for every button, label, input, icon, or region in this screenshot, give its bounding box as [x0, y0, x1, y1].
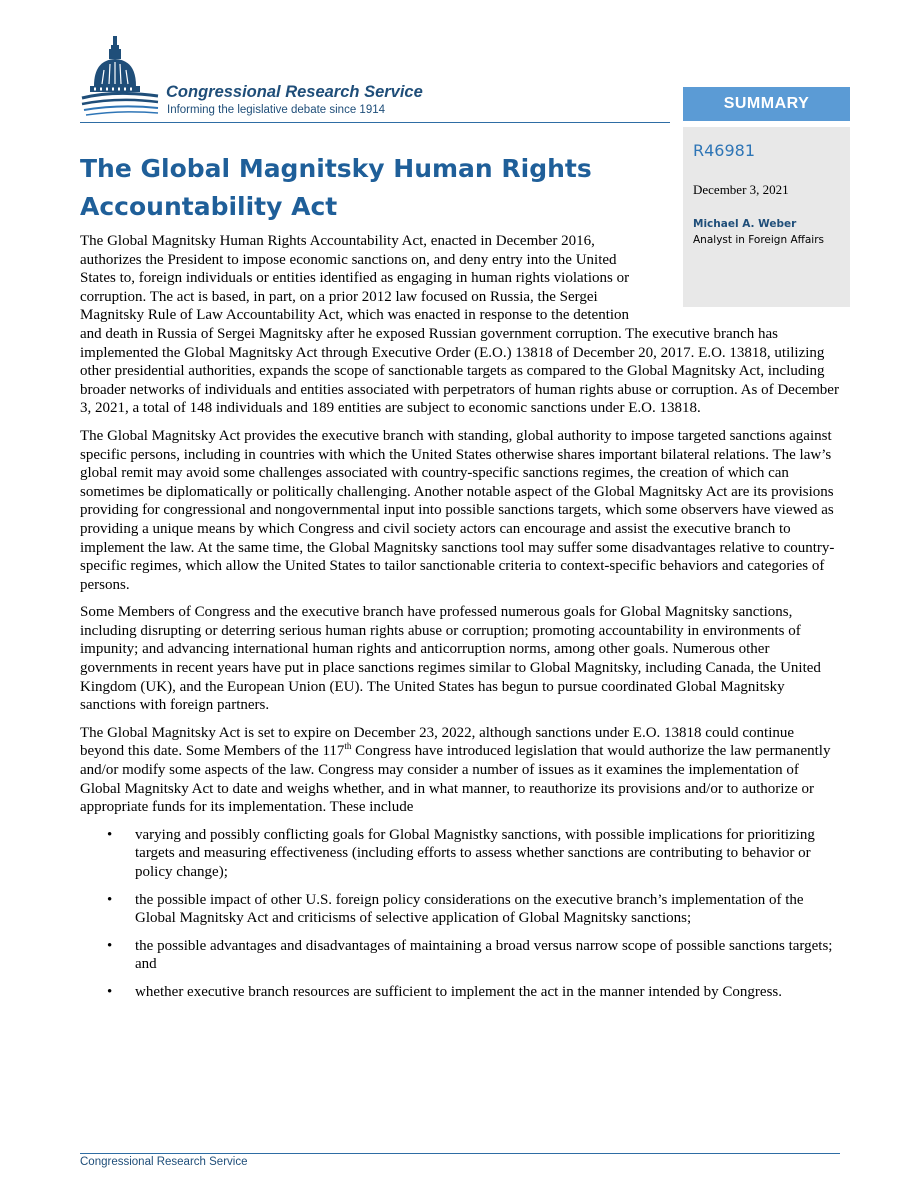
bullet-icon: • [107, 937, 113, 954]
paragraph-text: The Global Magnitsky Act is set to expire on December 23, 2022, although sanctions under E.O. 13818 could continue beyond this date. Some Members of the 117 [80, 724, 795, 760]
list-item-text: the possible impact of other U.S. foreign policy considerations on the executive branch’s implementation of the Global Magnitsky Act and criticisms of selective application of Global Magnitsky sanctions; [135, 891, 804, 927]
crs-logo [80, 34, 670, 124]
bullet-icon: • [107, 891, 113, 908]
list-item [80, 983, 840, 1002]
header-divider [80, 122, 670, 123]
author-name: Michael A. Weber [693, 218, 797, 230]
paragraph-text: Congress have introduced legislation that would authorize the law permanently and/or modify some aspects of the law. Congress may consider a number of issues as it examines the implementation of Global Magnitsky Act to date and weighs whether, and in what manner, to reauthorize its provisions and/or to authorize or appropriate funds for its implementation. These include [80, 743, 831, 816]
capitol-dome-icon [80, 34, 160, 124]
list-item-text: whether executive branch resources are sufficient to implement the act in the manner intended by Congress. [135, 983, 782, 1000]
org-name: Congressional Research Service [166, 83, 423, 101]
list-item [80, 826, 840, 882]
footer-text: Congressional Research Service [80, 1156, 248, 1168]
bullet-icon: • [107, 826, 113, 843]
report-date: December 3, 2021 [693, 182, 789, 197]
summary-label: SUMMARY [683, 87, 850, 121]
sidebar-wrap-spacer [645, 232, 840, 308]
paragraph: Some Members of Congress and the executive branch have professed numerous goals for Global Magnitsky sanctions, including disrupting or deterring serious human rights abuse or corruption; promoting accountability in environments of impunity; and advancing international human rights and anticorruption norms, among other goals. Numerous other governments in recent years have put in place sanctions regimes similar to Global Magnitsky, including Canada, the United Kingdom (UK), and the European Union (EU). The United States has begun to pursue coordinated Global Magnitsky sanctions with foreign partners. [80, 604, 821, 714]
author-title: Analyst in Foreign Affairs [693, 234, 825, 246]
report-number: R46981 [693, 141, 756, 160]
list-item-text: the possible advantages and disadvantages of maintaining a broad versus narrow scope of possible sanctions targets; and [135, 937, 833, 973]
summary-body [80, 232, 840, 1011]
issues-list [80, 826, 840, 1002]
list-item-text: varying and possibly conflicting goals for Global Magnistky sanctions, with possible implications for prioritizing targets and measuring effectiveness (including efforts to assess whether sanctions are contributing to behavior or policy change); [135, 826, 815, 880]
document-title: The Global Magnitsky Human Rights Accountability Act [80, 154, 592, 221]
org-tagline: Informing the legislative debate since 1914 [167, 104, 386, 116]
ordinal-suffix: th [344, 741, 352, 752]
footer-divider [80, 1153, 840, 1154]
paragraph [80, 724, 840, 817]
paragraph: The Global Magnitsky Act provides the executive branch with standing, global authority to impose targeted sanctions against specific persons, including in countries with which the United States otherwise shares important bilateral relations. The law’s global remit may avoid some challenges associated with country-specific sanctions regimes, the creation of which can sometimes be diplomatically or politically challenging. Another notable aspect of the Global Magnitsky Act are its provisions providing for congressional and nongovernmental input into possible sanctions targets, which some observers have viewed as providing a unique means by which Congress and civil society actors can encourage and assist the executive branch to implement the law. At the same time, the Global Magnitsky sanctions tool may suffer some disadvantages relative to country-specific regimes, which allow the United States to tailor sanctionable criteria to context-specific behaviors and categories of persons. [80, 427, 835, 593]
paragraph: The Global Magnitsky Human Rights Accountability Act, enacted in December 2016, authorizes the President to impose economic sanctions on, and deny entry into the United States to, foreign individuals or entities identified as engaging in human rights violations or corruption. The act is based, in part, on a prior 2012 law focused on Russia, the Sergei Magnitsky Rule of Law Accountability Act, which was enacted in response to the detention and death in Russia of Sergei Magnitsky after he exposed Russian government corruption. The executive branch has implemented the Global Magnitsky Act through Executive Order (E.O.) 13818 of December 20, 2017. E.O. 13818, utilizing other presidential authorities, expands the scope of sanctionable targets as compared to the Global Magnitsky Act, including broader networks of individuals and entities associated with perpetrators of human rights abuse or corruption. As of December 3, 2021, a total of 148 individuals and 189 entities are subject to economic sanctions under E.O. 13818. [80, 233, 839, 417]
list-item [80, 891, 840, 928]
bullet-icon: • [107, 983, 113, 1000]
list-item [80, 937, 840, 974]
